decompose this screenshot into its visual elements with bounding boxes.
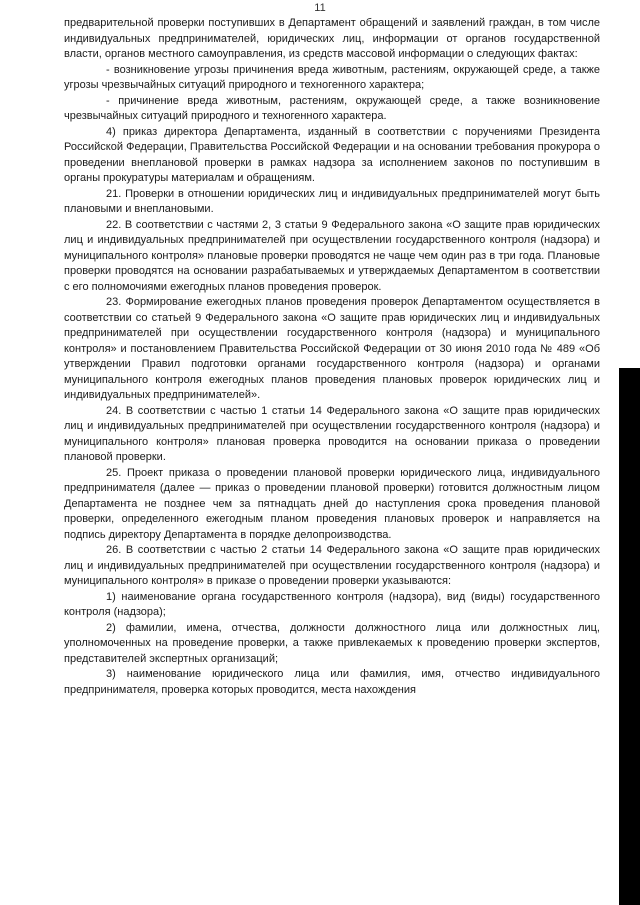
paragraph: 25. Проект приказа о проведении плановой проверки юридического лица, индивидуального предпринимателя (далее — приказ о проведении плановой проверки) готовится должностным лицом Департамента не позднее чем за пятнадцать дней до наступления срока проведения плановой проверки, определенного ежегодным планом проведения плановых проверок и направляется на подпись директору Департамента в порядке делопроизводства.: [64, 466, 600, 541]
paragraph: - причинение вреда животным, растениям, окружающей среде, а также возникновение чрезвычайных ситуаций природного и техногенного характера.: [64, 94, 600, 122]
paragraph: 1) наименование органа государственного контроля (надзора), вид (виды) государственного контроля (надзора);: [64, 590, 600, 618]
document-body: [64, 16, 600, 698]
scan-edge-shadow: [619, 368, 640, 905]
paragraph: предварительной проверки поступивших в Департамент обращений и заявлений граждан, в том числе индивидуальных предпринимателей, юридических лиц, информации от органов государственной власти, органов местного самоуправления, из средств массовой информации о следующих фактах:: [64, 17, 600, 60]
paragraph: 24. В соответствии с частью 1 статьи 14 Федерального закона «О защите прав юридических лиц и индивидуальных предпринимателей при осуществлении государственного контроля (надзора) и муниципального контроля» плановая проверка проводится на основании приказа о проведении плановой проверки.: [64, 404, 600, 463]
paragraph: 4) приказ директора Департамента, изданный в соответствии с поручениями Президента Российской Федерации, Правительства Российской Федерации и на основании требования прокурора о проведении внеплановой проверки в рамках надзора за исполнением законов по поступившим в органы прокуратуры материалам и обращениям.: [64, 125, 600, 184]
paragraph: 21. Проверки в отношении юридических лиц и индивидуальных предпринимателей могут быть плановыми и внеплановыми.: [64, 187, 600, 215]
paragraph: 23. Формирование ежегодных планов проведения проверок Департаментом осуществляется в соответствии со статьей 9 Федерального закона «О защите прав юридических лиц и индивидуальных предпринимателей при осуществлении государственного контроля (надзора) и муниципального контроля» и постановлением Правительства Российской Федерации от 30 июня 2010 года № 489 «Об утверждении Правил подготовки органами государственного контроля (надзора) и органами муниципального контроля ежегодных планов проведения плановых проверок юридических лиц и индивидуальных предпринимателей».: [64, 296, 600, 401]
paragraph: 22. В соответствии с частями 2, 3 статьи 9 Федерального закона «О защите прав юридических лиц и индивидуальных предпринимателей при осуществлении государственного контроля (надзора) и муниципального контроля» плановые проверки проводятся не чаще чем один раз в три года. Плановые проверки проводятся на основании разрабатываемых и утверждаемых Департаментом в соответствии с его полномочиями ежегодных планов проведения проверок.: [64, 218, 600, 293]
paragraph: 3) наименование юридического лица или фамилия, имя, отчество индивидуального предпринимателя, проверка которых проводится, места нахождения: [64, 668, 600, 696]
page-number: 11: [314, 2, 326, 14]
paragraph: 2) фамилии, имена, отчества, должности должностного лица или должностных лиц, уполномоченных на проведение проверки, а также привлекаемых к проведению проверки экспертов, представителей экспертных организаций;: [64, 621, 600, 665]
paragraph: - возникновение угрозы причинения вреда животным, растениям, окружающей среде, а также угрозы чрезвычайных ситуаций природного и техногенного характера;: [64, 63, 600, 91]
paragraph: 26. В соответствии с частью 2 статьи 14 Федерального закона «О защите прав юридических лиц и индивидуальных предпринимателей при осуществлении государственного контроля (надзора) и муниципального контроля» в приказе о проведении проверки указываются:: [64, 544, 600, 587]
